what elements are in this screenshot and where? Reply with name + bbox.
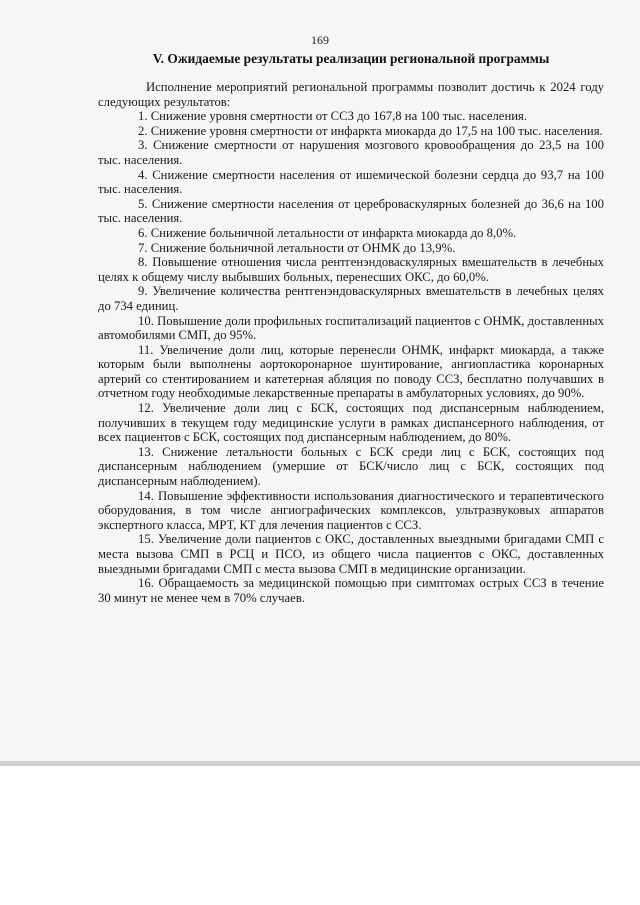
results-list — [98, 80, 604, 605]
blank-area — [0, 771, 640, 905]
list-item: 2. Снижение уровня смертности от инфаркта миокарда до 17,5 на 100 тыс. населения. — [138, 123, 603, 138]
list-item: 3. Снижение смертности от нарушения мозгового кровообращения до 23,5 на 100 тыс. населения. — [98, 138, 604, 167]
list-item: 11. Увеличение доли лиц, которые перенесли ОНМК, инфаркт миокарда, а также которым были выполнены аортокоронарное шунтирование, ангиопластика коронарных артерий со стентированием и катетерная абляция по поводу ССЗ, бесплатно получавших в отчетном году необходимые лекарственные препараты в амбулаторных условиях, до 90%. — [98, 342, 604, 401]
intro-paragraph: Исполнение мероприятий региональной программы позволит достичь к 2024 году следующих результатов: — [98, 80, 604, 109]
section-heading: V. Ожидаемые результаты реализации региональной программы — [152, 51, 550, 66]
list-item: 16. Обращаемость за медицинской помощью при симптомах острых ССЗ в течение 30 минут не менее чем в 70% случаев. — [98, 576, 604, 605]
list-item: 15. Увеличение доли пациентов с ОКС, доставленных выездными бригадами СМП с места вызова СМП в РСЦ и ПСО, из общего числа пациентов с ОКС, доставленных выездными бригадами СМП с места вызова СМП в медицинские организации. — [98, 532, 604, 576]
list-item: 4. Снижение смертности населения от ишемической болезни сердца до 93,7 на 100 тыс. населения. — [98, 167, 604, 197]
list-item: 9. Увеличение количества рентгенэндоваскулярных вмешательств в лечебных целях до 734 единиц. — [98, 284, 604, 313]
list-item: 1. Снижение уровня смертности от ССЗ до 167,8 на 100 тыс. населения. — [138, 109, 528, 124]
list-item: 13. Снижение летальности больных с БСК среди лиц с БСК, состоящих под диспансерным наблюдением (умершие от БСК/число лиц с БСК, состоящих под диспансерным наблюдением). — [98, 444, 604, 489]
list-item: 6. Снижение больничной летальности от инфаркта миокарда до 8,0%. — [138, 225, 517, 240]
list-item: 12. Увеличение доли лиц с БСК, состоящих под диспансерным наблюдением, получивших в текущем году медицинские услуги в рамках диспансерного наблюдения, от всех пациентов с БСК, состоящих под диспансерным наблюдением, до 80%. — [98, 401, 604, 445]
list-item: 5. Снижение смертности населения от цереброваскулярных болезней до 36,6 на 100 тыс. населения. — [98, 196, 604, 226]
list-item: 14. Повышение эффективности использования диагностического и терапевтического оборудования, в том числе ангиографических комплексов, ультразвуковых аппаратов экспертного класса, МРТ, КТ для лечения пациентов с ССЗ. — [98, 488, 604, 532]
list-item: 8. Повышение отношения числа рентгенэндоваскулярных вмешательств в лечебных целях к общему числу выбывших больных, перенесших ОКС, до 60,0%. — [98, 255, 604, 284]
page-number: 169 — [311, 33, 329, 47]
list-item: 10. Повышение доли профильных госпитализаций пациентов с ОНМК, доставленных автомобилями СМП, до 95%. — [98, 313, 604, 343]
list-item: 7. Снижение больничной летальности от ОНМК до 13,9%. — [138, 240, 456, 255]
